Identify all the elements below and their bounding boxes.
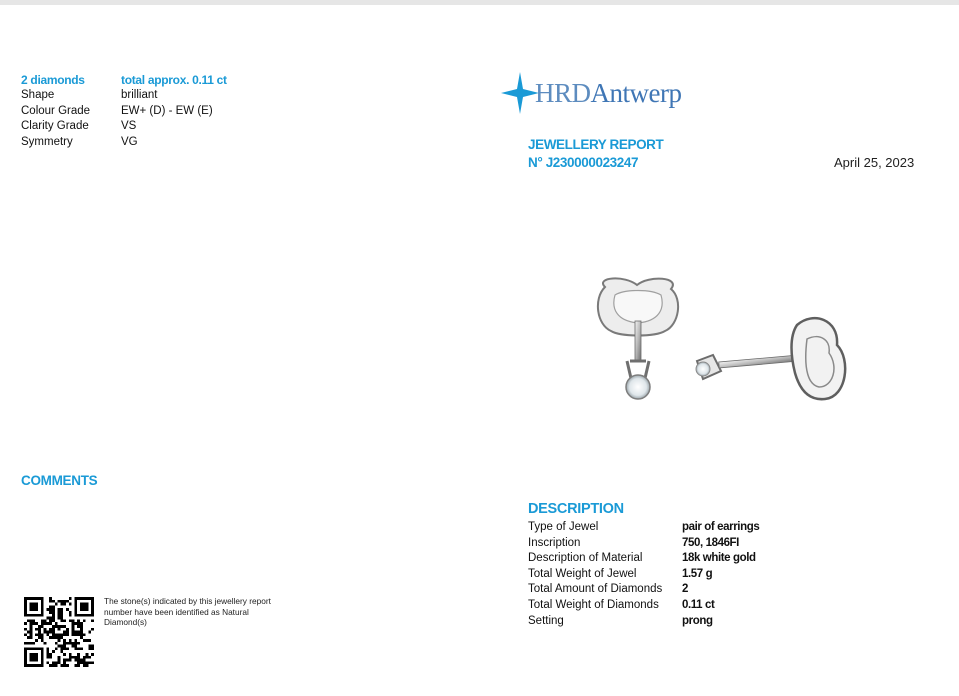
description-label: Total Weight of Diamonds <box>528 598 659 611</box>
description-value: 750, 1846FI <box>682 536 739 549</box>
description-row <box>528 520 759 536</box>
description-label: Description of Material <box>528 552 643 565</box>
logo-text-antwerp: Antwerp <box>590 77 682 108</box>
description-label: Total Weight of Jewel <box>528 567 637 580</box>
logo-text-hrd: HRD <box>535 77 591 108</box>
diamonds-total: total approx. 0.11 ct <box>121 73 227 87</box>
description-label: Type of Jewel <box>528 521 599 533</box>
diamond-row <box>21 119 227 135</box>
description-section <box>528 501 759 629</box>
diamond-row <box>21 104 227 120</box>
diamond-row-label: Colour Grade <box>21 104 91 117</box>
top-border <box>0 0 959 5</box>
star-icon <box>501 72 539 114</box>
report-number: N° J230000023247 <box>528 155 639 170</box>
diamond-row-value: VG <box>121 135 138 148</box>
diamonds-summary <box>21 73 227 150</box>
report-date: April 25, 2023 <box>834 155 915 170</box>
description-value: pair of earrings <box>682 521 760 533</box>
diamond-row-label: Shape <box>21 89 55 101</box>
description-value: 18k white gold <box>682 552 756 565</box>
description-title: DESCRIPTION <box>528 501 624 517</box>
qr-note: The stone(s) indicated by this jewellery report number have been identified as Natural Diamond(s) <box>104 596 271 627</box>
description-value: 0.11 ct <box>682 598 715 611</box>
diamond-row <box>21 135 227 151</box>
left-earring <box>598 278 678 399</box>
diamonds-title: 2 diamonds <box>21 73 85 87</box>
diamond-row-value: EW+ (D) - EW (E) <box>121 104 213 117</box>
description-row <box>528 614 759 630</box>
description-row <box>528 536 759 552</box>
description-row <box>528 551 759 567</box>
description-value: 2 <box>682 583 688 596</box>
description-label: Inscription <box>528 536 581 549</box>
diamond-row-value: VS <box>121 120 137 132</box>
diamond-row-label: Clarity Grade <box>21 120 89 132</box>
hrd-logo <box>501 72 682 114</box>
logo-text <box>535 78 682 109</box>
description-label: Total Amount of Diamonds <box>528 583 663 596</box>
description-value: 1.57 g <box>682 567 713 580</box>
diamond-row <box>21 88 227 104</box>
description-value: prong <box>682 614 713 627</box>
earrings-image <box>585 275 870 415</box>
report-title: JEWELLERY REPORT <box>528 137 664 152</box>
diamond-row-label: Symmetry <box>21 135 73 148</box>
description-label: Setting <box>528 614 564 627</box>
description-row <box>528 598 759 614</box>
diamond-row-value: brilliant <box>121 89 158 101</box>
description-row <box>528 567 759 583</box>
right-earring <box>696 318 845 399</box>
comments-title: COMMENTS <box>21 473 98 488</box>
qr-code-icon <box>24 597 94 667</box>
description-row <box>528 582 759 598</box>
